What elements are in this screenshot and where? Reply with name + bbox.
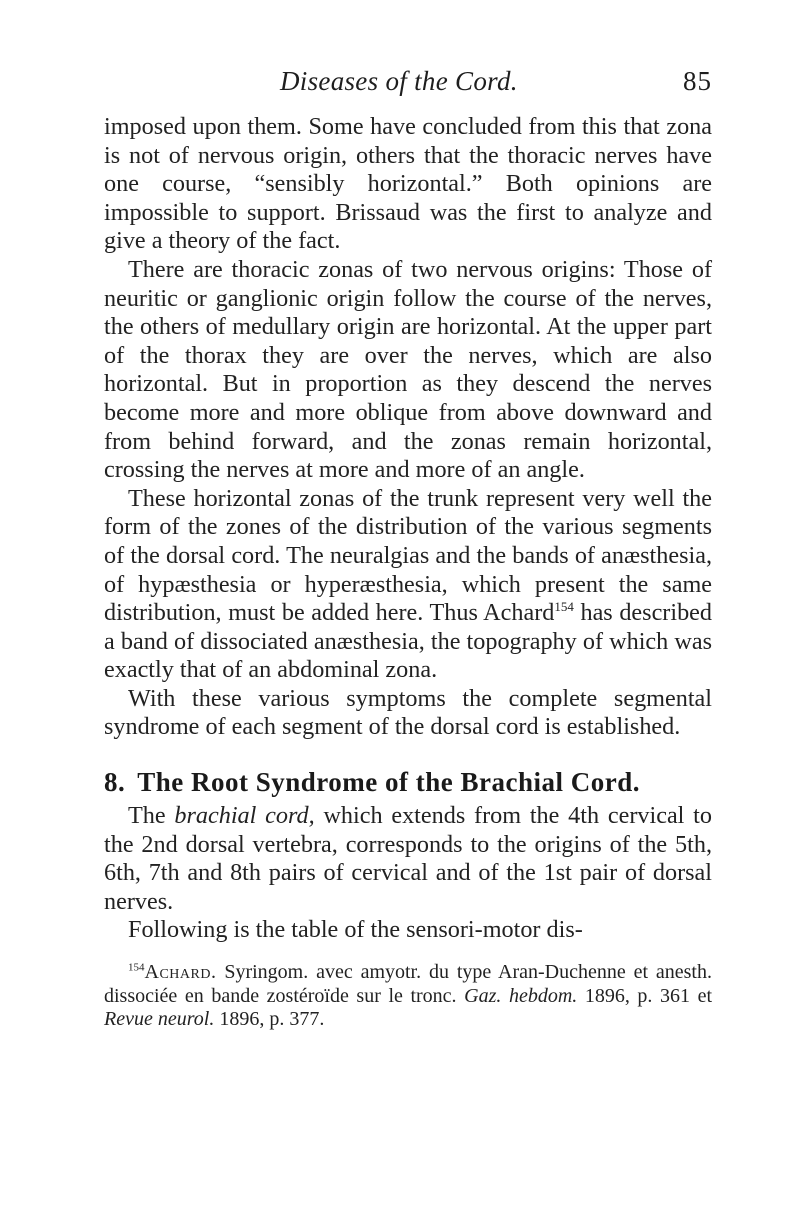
paragraph-brachial-cord bbox=[104, 802, 712, 916]
section-heading bbox=[104, 766, 712, 798]
running-head bbox=[0, 66, 801, 106]
footnote-body: 1896, p. 377. bbox=[214, 1008, 325, 1031]
paragraph-segmental-syndrome: With these various symptoms the complete segmental syndrome of each segment of the dorsal cord is established. bbox=[104, 684, 712, 741]
paragraph-table-intro: Following is the table of the sensori-motor dis- bbox=[128, 916, 583, 944]
journal-title: Revue neurol. bbox=[104, 1008, 215, 1031]
footnote-body: 1896, p. 361 et bbox=[577, 984, 713, 1007]
paragraph-text: which extends from the 4th cervical to the 2nd dorsal vertebra, corresponds to the origins of the 5th, 6th, 7th and 8th pairs of cervical and of the 1st pair of dorsal nerves. bbox=[104, 802, 712, 915]
footnote-reference: 154 bbox=[554, 599, 574, 615]
footnote-number: 154 bbox=[128, 961, 145, 974]
footnote-text bbox=[104, 961, 712, 1032]
paragraph-horizontal-zonas bbox=[104, 485, 712, 685]
paragraph-text: The bbox=[128, 802, 175, 830]
page-number: 85 bbox=[683, 66, 712, 96]
journal-title: Gaz. hebdom. bbox=[464, 984, 578, 1007]
italic-term: brachial cord, bbox=[174, 802, 315, 830]
footnote-author: Achard. bbox=[144, 961, 217, 984]
paragraph-thoracic-zonas: There are thoracic zonas of two nervous origins: Those of neuritic or ganglionic origin follow the course of the nerves, the others of medullary origin are horizontal. At the upper part of the thorax they are over the nerves, which are also horizontal. But in proportion as they descend the nerves become more and more oblique from above downward and from behind forward, and the zonas remain horizontal, crossing the nerves at more and more of an angle. bbox=[104, 255, 712, 484]
section-title: The Root Syndrome of the Brachial Cord. bbox=[137, 767, 640, 798]
paragraph-text: These horizontal zonas of the trunk represent very well the form of the zones of the distribution of the various segments of the dorsal cord. The neuralgias and the bands of anæsthesia, of hypæsthesia or hyperæsthesia, which present the same distribution, must be added here. Thus Achard bbox=[104, 484, 712, 627]
paragraph-continuation: imposed upon them. Some have concluded from this that zona is not of nervous origin, others that the thoracic nerves have one course, “sensibly horizontal.” Both opinions are impossible to support. Brissaud was the first to analyze and give a theory of the fact. bbox=[104, 113, 712, 255]
footnote bbox=[104, 961, 712, 1032]
page-body bbox=[104, 113, 712, 1032]
section-number: 8. bbox=[104, 767, 126, 798]
running-title: Diseases of the Cord. bbox=[280, 66, 518, 96]
paragraph-text: has described a band of dissociated anæsthesia, the topography of which was exactly that of an abdominal zona. bbox=[104, 599, 713, 684]
footnote-body: Syringom. avec amyotr. du type Aran-Duchenne et anesth. dissociée en bande zostéroïde sur le tronc. bbox=[104, 961, 712, 1007]
